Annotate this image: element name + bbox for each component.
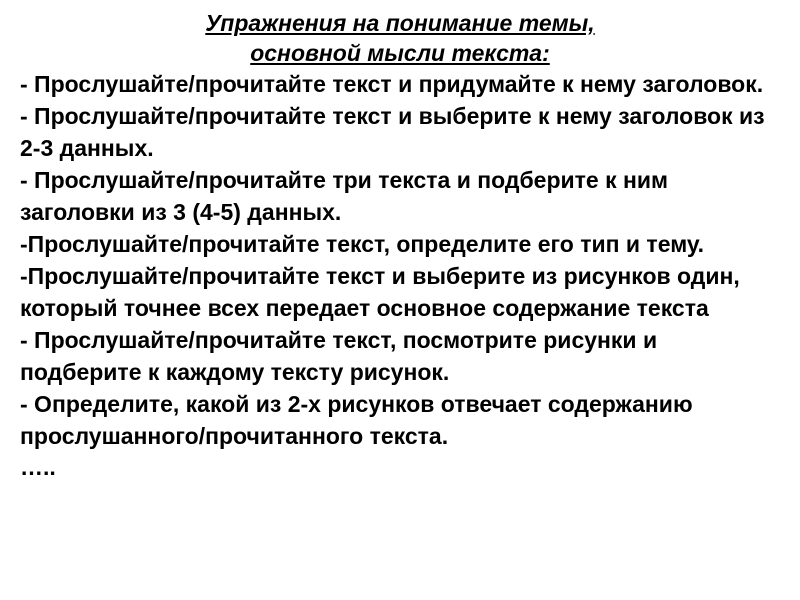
- exercise-item-1: - Прослушайте/прочитайте текст и придумайте к нему заголовок.: [20, 71, 764, 97]
- slide-title-line-2: основной мысли текста:: [250, 40, 550, 66]
- exercise-item-3: - Прослушайте/прочитайте три текста и подберите к ним заголовки из 3 (4-5) данных.: [20, 167, 669, 225]
- slide-title: [20, 8, 780, 68]
- exercise-item-4: -Прослушайте/прочитайте текст, определите его тип и тему.: [20, 231, 705, 257]
- exercise-item-2: - Прослушайте/прочитайте текст и выберите к нему заголовок из 2-3 данных.: [20, 103, 765, 161]
- slide-title-line-1: Упражнения на понимание темы,: [205, 10, 595, 36]
- exercise-item-7: - Определите, какой из 2-х рисунков отвечает содержанию прослушанного/прочитанного текста.: [20, 391, 693, 449]
- exercise-item-6: - Прослушайте/прочитайте текст, посмотрите рисунки и подберите к каждому тексту рисунок.: [20, 327, 658, 385]
- ellipsis: …..: [20, 454, 56, 480]
- exercise-item-5: -Прослушайте/прочитайте текст и выберите из рисунков один, который точнее всех передает основное содержание текста: [20, 263, 740, 321]
- exercise-list: [20, 68, 780, 452]
